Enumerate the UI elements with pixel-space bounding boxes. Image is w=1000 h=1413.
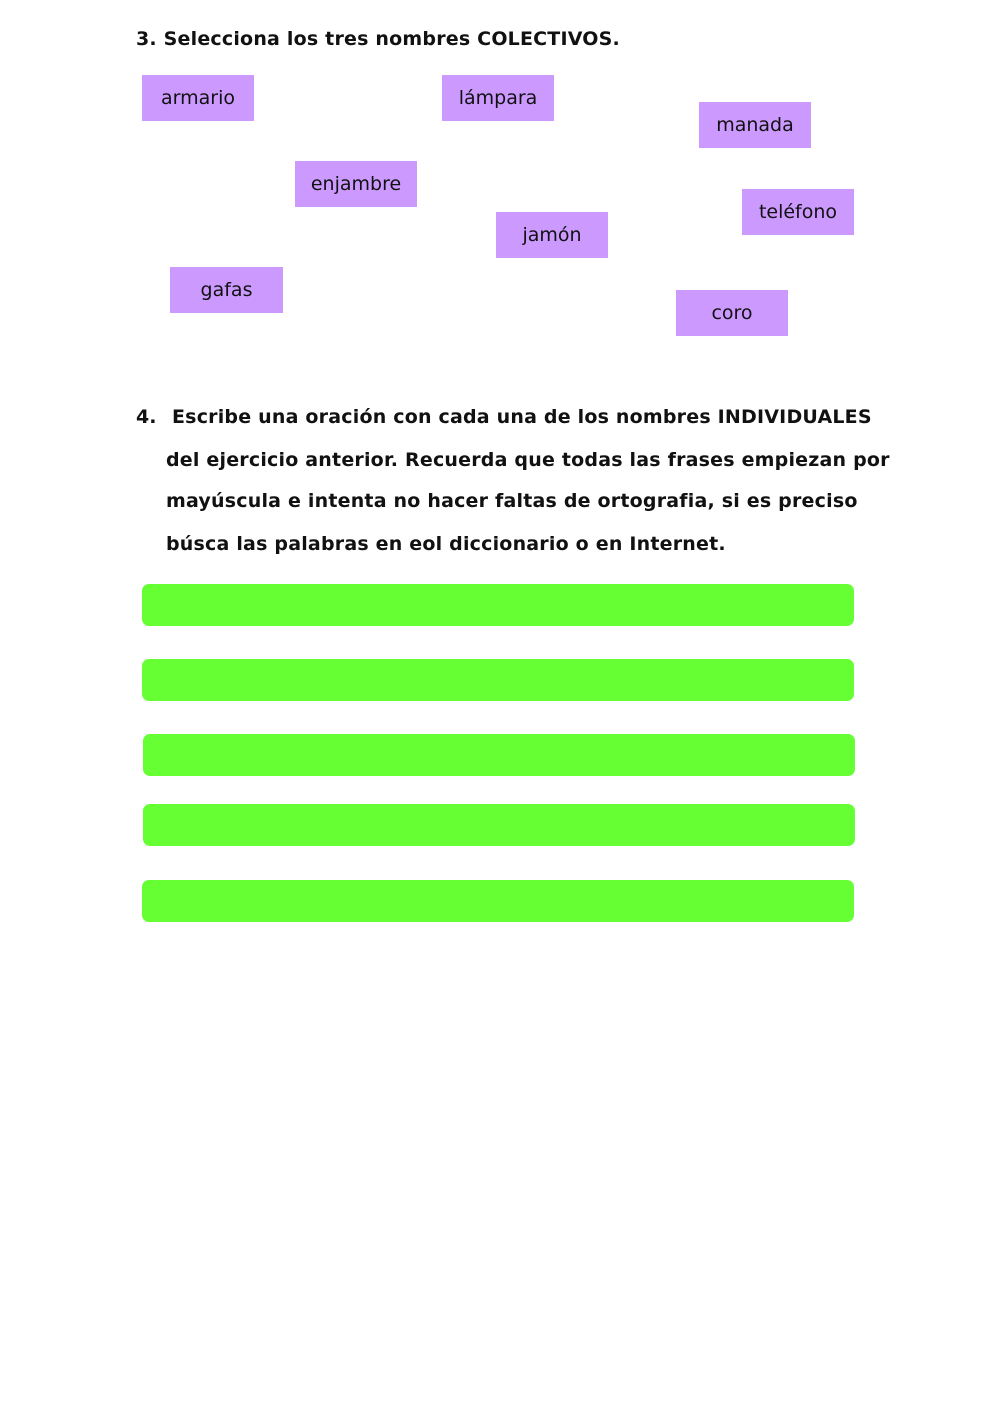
answer-input-3[interactable] [143, 734, 855, 776]
answer-input-5[interactable] [142, 880, 854, 922]
question-4-instructions-line-2: del ejercicio anterior. Recuerda que todas las frases empiezan por [166, 449, 890, 471]
word-option-lampara[interactable]: lámpara [442, 75, 554, 121]
question-4-instructions-line-1: Escribe una oración con cada una de los nombres INDIVIDUALES [172, 406, 872, 428]
word-option-telefono[interactable]: teléfono [742, 189, 854, 235]
word-option-gafas[interactable]: gafas [170, 267, 283, 313]
answer-input-2[interactable] [142, 659, 854, 701]
question-3-title: 3. Selecciona los tres nombres COLECTIVOS. [136, 28, 620, 50]
word-option-coro[interactable]: coro [676, 290, 788, 336]
question-4-instructions-line-3: mayúscula e intenta no hacer faltas de ortografia, si es preciso [166, 490, 858, 512]
question-4-number: 4. [136, 406, 157, 428]
word-option-enjambre[interactable]: enjambre [295, 161, 417, 207]
answer-input-4[interactable] [143, 804, 855, 846]
word-option-manada[interactable]: manada [699, 102, 811, 148]
answer-input-1[interactable] [142, 584, 854, 626]
question-4-instructions-line-4: búsca las palabras en eol diccionario o en Internet. [166, 533, 726, 555]
word-option-jamon[interactable]: jamón [496, 212, 608, 258]
word-option-armario[interactable]: armario [142, 75, 254, 121]
